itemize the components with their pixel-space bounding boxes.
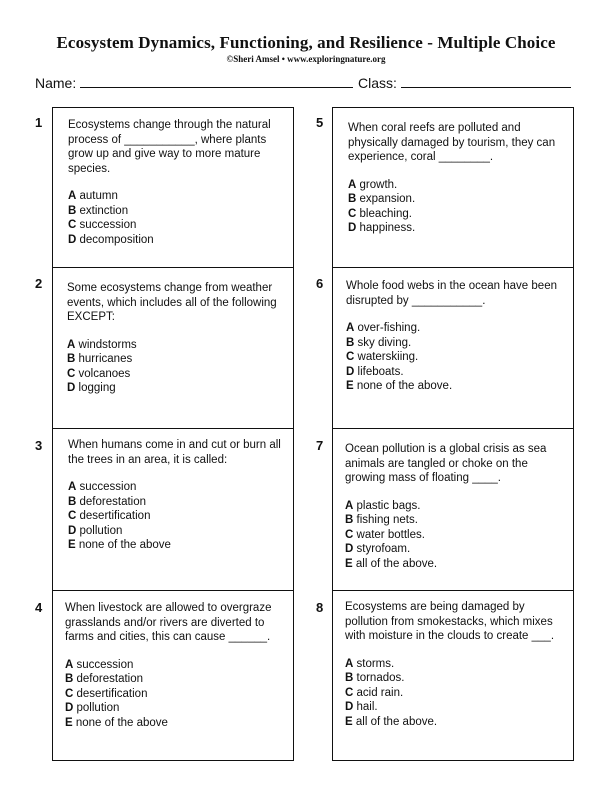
- option-letter: B: [346, 336, 355, 349]
- question-5: [348, 121, 560, 236]
- option-letter: A: [345, 657, 354, 670]
- option-letter: E: [345, 557, 353, 570]
- question-number: 2: [35, 276, 43, 291]
- question-number: 7: [316, 438, 324, 453]
- answer-option-b[interactable]: [68, 204, 286, 219]
- answer-options: [346, 321, 560, 394]
- class-label: Class:: [358, 75, 397, 91]
- question-text: Ecosystems are being damaged by pollution from smokestacks, which mixes with moisture in the clouds to create ___.: [345, 601, 555, 642]
- question-1: [68, 118, 286, 247]
- answer-option-d[interactable]: [65, 701, 287, 716]
- option-text: fishing nets.: [356, 514, 418, 526]
- option-text: none of the above.: [356, 380, 453, 392]
- answer-options: [345, 499, 567, 572]
- option-text: extinction: [79, 204, 129, 217]
- option-text: sky diving.: [357, 336, 412, 349]
- option-letter: C: [345, 528, 354, 541]
- answer-option-c[interactable]: [345, 686, 567, 701]
- option-text: happiness.: [359, 222, 416, 234]
- option-letter: C: [65, 687, 74, 700]
- option-letter: B: [345, 672, 354, 684]
- option-letter: C: [348, 207, 357, 220]
- answer-option-b[interactable]: [346, 336, 560, 351]
- answer-option-a[interactable]: [345, 499, 567, 514]
- option-text: succession: [76, 658, 134, 671]
- option-text: bleaching.: [359, 207, 412, 220]
- option-letter: D: [65, 702, 74, 714]
- worksheet-title: Ecosystem Dynamics, Functioning, and Resilience - Multiple Choice: [56, 33, 556, 52]
- option-text: waterskiing.: [357, 351, 419, 363]
- option-letter: D: [348, 222, 357, 234]
- option-text: succession: [79, 481, 137, 493]
- option-text: deforestation: [76, 673, 144, 685]
- option-text: none of the above: [75, 716, 168, 729]
- option-text: plastic bags.: [356, 499, 421, 512]
- question-number: 3: [35, 438, 43, 453]
- answer-option-a[interactable]: [346, 321, 560, 336]
- option-letter: C: [346, 351, 355, 363]
- answer-option-b[interactable]: [348, 192, 560, 207]
- option-letter: D: [345, 701, 354, 713]
- option-text: growth.: [359, 178, 398, 191]
- question-8: [345, 600, 567, 729]
- question-3: [68, 438, 286, 553]
- question-7: [345, 442, 567, 571]
- option-letter: B: [65, 673, 74, 685]
- option-letter: E: [68, 539, 76, 551]
- option-text: none of the above: [78, 539, 171, 551]
- answer-options: [348, 178, 560, 236]
- question-number: 1: [35, 115, 43, 130]
- option-letter: D: [345, 543, 354, 555]
- option-letter: D: [346, 365, 355, 378]
- question-number: 5: [316, 115, 324, 130]
- answer-option-a[interactable]: [68, 480, 286, 495]
- answer-option-c[interactable]: [68, 218, 286, 233]
- answer-option-e[interactable]: [68, 538, 286, 553]
- answer-option-a[interactable]: [345, 657, 567, 672]
- answer-option-b[interactable]: [67, 352, 285, 367]
- question-text: Some ecosystems change from weather events, which includes all of the following EXCEPT:: [67, 282, 277, 323]
- answer-option-b[interactable]: [345, 671, 567, 686]
- name-field[interactable]: [80, 75, 353, 88]
- option-letter: A: [67, 338, 76, 351]
- class-field[interactable]: [401, 75, 571, 88]
- question-text: Whole food webs in the ocean have been disrupted by ___________.: [346, 280, 557, 307]
- option-letter: E: [346, 380, 354, 392]
- option-letter: C: [345, 686, 354, 699]
- answer-option-e[interactable]: [345, 715, 567, 730]
- question-6: [346, 279, 560, 394]
- option-letter: C: [67, 367, 76, 380]
- answer-option-d[interactable]: [68, 524, 286, 539]
- question-4: [65, 601, 287, 730]
- question-text: When humans come in and cut or burn all the trees in an area, it is called:: [68, 439, 281, 466]
- option-letter: B: [68, 204, 77, 217]
- option-letter: A: [346, 322, 355, 334]
- option-text: over-fishing.: [357, 322, 421, 334]
- answer-option-a[interactable]: [65, 658, 287, 673]
- option-letter: D: [68, 524, 77, 537]
- option-text: desertification: [76, 687, 148, 700]
- option-text: desertification: [79, 510, 151, 522]
- option-letter: A: [68, 190, 77, 202]
- option-text: hurricanes: [78, 353, 133, 365]
- option-text: tornados.: [356, 672, 405, 684]
- answer-options: [345, 657, 567, 730]
- answer-option-d[interactable]: [346, 365, 560, 380]
- question-text: When livestock are allowed to overgraze grasslands and/or rivers are diverted to farms and cities, this can cause ______.: [65, 602, 272, 643]
- answer-option-b[interactable]: [68, 495, 286, 510]
- answer-option-c[interactable]: [67, 367, 285, 382]
- option-letter: B: [68, 495, 77, 508]
- option-text: hail.: [356, 701, 378, 713]
- option-letter: A: [65, 658, 74, 671]
- option-text: decomposition: [79, 233, 154, 246]
- name-row: [35, 75, 353, 91]
- answer-options: [68, 189, 286, 247]
- option-letter: C: [68, 510, 77, 522]
- option-text: pollution: [79, 524, 123, 537]
- question-number: 8: [316, 600, 324, 615]
- answer-option-a[interactable]: [348, 178, 560, 193]
- option-text: volcanoes: [78, 367, 131, 380]
- answer-option-a[interactable]: [68, 189, 286, 204]
- option-text: windstorms: [78, 338, 137, 351]
- option-text: expansion.: [359, 193, 416, 205]
- question-text: When coral reefs are polluted and physically damaged by tourism, they can experience, coral ________.: [348, 122, 556, 163]
- question-number: 6: [316, 276, 324, 291]
- answer-option-d[interactable]: [68, 233, 286, 248]
- option-text: lifeboats.: [357, 365, 404, 378]
- option-text: pollution: [76, 702, 120, 714]
- answer-option-d[interactable]: [348, 221, 560, 236]
- option-letter: E: [345, 715, 353, 728]
- answer-option-d[interactable]: [345, 542, 567, 557]
- option-letter: A: [68, 481, 77, 493]
- question-number: 4: [35, 600, 43, 615]
- answer-option-b[interactable]: [345, 513, 567, 528]
- answer-option-c[interactable]: [68, 509, 286, 524]
- option-letter: B: [345, 514, 354, 526]
- option-text: storms.: [356, 657, 395, 670]
- option-letter: B: [67, 353, 76, 365]
- question-text: Ecosystems change through the natural process of ___________, where plants grow up and give way to more mature species.: [68, 119, 271, 175]
- option-letter: D: [67, 382, 76, 394]
- option-letter: A: [348, 178, 357, 191]
- answer-options: [65, 658, 287, 731]
- option-letter: B: [348, 193, 357, 205]
- answer-option-b[interactable]: [65, 672, 287, 687]
- option-text: all of the above.: [355, 557, 438, 570]
- class-row: [358, 75, 571, 91]
- question-2: [67, 281, 285, 396]
- answer-option-c[interactable]: [65, 687, 287, 702]
- answer-option-d[interactable]: [67, 381, 285, 396]
- option-letter: A: [345, 499, 354, 512]
- name-label: Name:: [35, 75, 77, 91]
- answer-options: [67, 338, 285, 396]
- copyright-line: ©Sheri Amsel • www.exploringnature.org: [226, 54, 386, 64]
- answer-option-e[interactable]: [345, 557, 567, 572]
- answer-option-a[interactable]: [67, 338, 285, 353]
- option-text: styrofoam.: [356, 543, 411, 555]
- option-letter: D: [68, 233, 77, 246]
- option-text: deforestation: [79, 495, 147, 508]
- answer-option-c[interactable]: [345, 528, 567, 543]
- option-text: all of the above.: [355, 715, 438, 728]
- answer-option-e[interactable]: [346, 379, 560, 394]
- answer-options: [68, 480, 286, 553]
- question-text: Ocean pollution is a global crisis as sea animals are tangled or choke on the growing mass of floating ____.: [345, 443, 547, 484]
- option-text: acid rain.: [356, 686, 404, 699]
- answer-option-c[interactable]: [348, 207, 560, 222]
- answer-option-c[interactable]: [346, 350, 560, 365]
- option-letter: E: [65, 716, 73, 729]
- answer-option-d[interactable]: [345, 700, 567, 715]
- option-text: succession: [79, 219, 137, 231]
- option-text: autumn: [79, 190, 118, 202]
- option-letter: C: [68, 219, 77, 231]
- option-text: water bottles.: [356, 528, 425, 541]
- answer-option-e[interactable]: [65, 716, 287, 731]
- option-text: logging: [78, 382, 116, 394]
